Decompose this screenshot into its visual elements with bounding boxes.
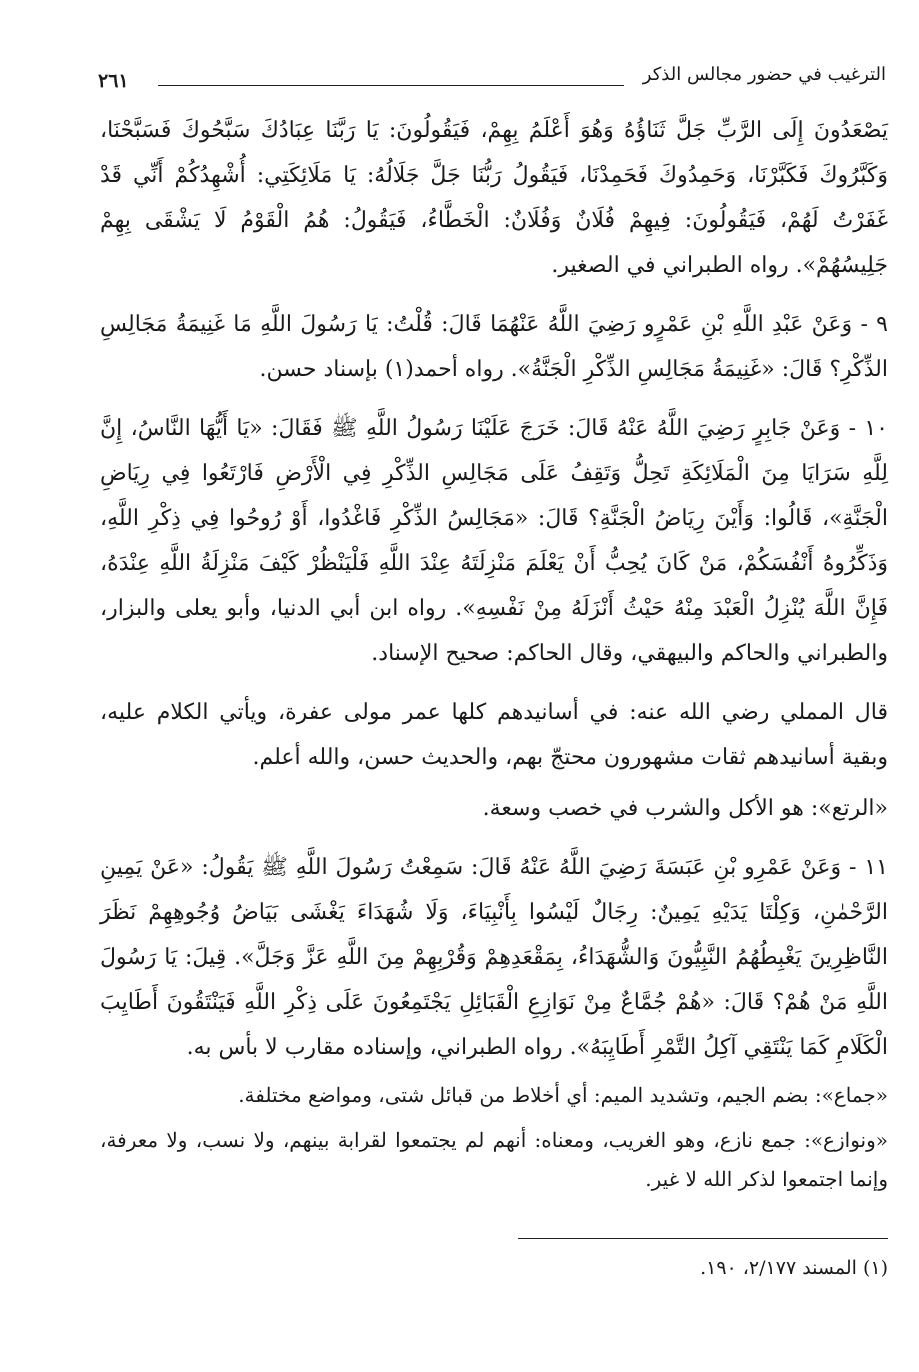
footnote-rule (518, 1238, 888, 1239)
page-body (100, 108, 888, 1199)
footnote-1: (١) المسند ٢/١٧٧، ١٩٠. (700, 1257, 888, 1279)
footnotes (100, 1238, 888, 1279)
gloss-ratu: «الرتع»: هو الأكل والشرب في خصب وسعة. (482, 796, 888, 821)
hadith-9: ٩ - وَعَنْ عَبْدِ اللَّهِ بْنِ عَمْرٍو رَضِيَ اللَّهُ عَنْهُمَا قَالَ: قُلْتُ: يَا رَسُولَ اللَّهِ مَا غَنِيمَةُ مَجَالِسِ الذِّكْرِ؟ قَالَ: «غَنِيمَةُ مَجَالِسِ الذِّكْرِ الْجَنَّةُ». رواه أحمد(١) بإسناد حسن. (100, 312, 888, 382)
running-header (98, 60, 886, 100)
header-rule (158, 85, 624, 86)
hadith-continuation: يَصْعَدُونَ إِلَى الرَّبِّ جَلَّ ثَنَاؤُهُ وَهُوَ أَعْلَمُ بِهِمْ، فَيَقُولُونَ: يَا رَبَّنَا عِبَادُكَ سَبَّحُوكَ فَسَبَّحْنَا، وَكَبَّرُوكَ فَكَبَّرْنَا، وَحَمِدُوكَ فَحَمِدْنَا، فَيَقُولُ رَبُّنَا جَلَّ جَلَالُهُ: يَا مَلَائِكَتِي: أُشْهِدُكُمْ أَنِّي قَدْ غَفَرْتُ لَهُمْ، فَيَقُولُونَ: فِيهِمْ فُلَانٌ وَفُلَانٌ: الْخَطَّاءُ، فَيَقُولُ: هُمُ الْقَوْمُ لَا يَشْقَى بِهِمْ جَلِيسُهُمْ». رواه الطبراني في الصغير. (100, 118, 888, 278)
hadith-11: ١١ - وَعَنْ عَمْرِو بْنِ عَبَسَةَ رَضِيَ اللَّهُ عَنْهُ قَالَ: سَمِعْتُ رَسُولَ اللَّهِ ﷺ يَقُولُ: «عَنْ يَمِينِ الرَّحْمٰنِ، وَكِلْتَا يَدَيْهِ يَمِينٌ: رِجَالٌ لَيْسُوا بِأَنْبِيَاءَ، وَلَا شُهَدَاءَ يَغْشَى بَيَاضُ وُجُوهِهِمْ نَظَرَ النَّاظِرِينَ يَغْبِطُهُمُ النَّبِيُّونَ وَالشُّهَدَاءُ، بِمَقْعَدِهِمْ وَقُرْبِهِمْ مِنَ اللَّهِ عَزَّ وَجَلَّ». قِيلَ: يَا رَسُولَ اللَّهِ مَنْ هُمْ؟ قَالَ: «هُمْ جُمَّاعٌ مِنْ نَوَازِعِ الْقَبَائِلِ يَجْتَمِعُونَ عَلَى ذِكْرِ اللَّهِ فَيَنْتَقُونَ أَطَايِبَ الْكَلَامِ كَمَا يَنْتَقِي آكِلُ التَّمْرِ أَطَايِبَهُ». رواه الطبراني، وإسناده مقارب لا بأس به. (100, 855, 888, 1060)
hadith-10: ١٠ - وَعَنْ جَابِرٍ رَضِيَ اللَّهُ عَنْهُ قَالَ: خَرَجَ عَلَيْنَا رَسُولُ اللَّهِ ﷺ فَقَالَ: «يَا أَيُّهَا النَّاسُ، إِنَّ لِلَّهِ سَرَايَا مِنَ الْمَلَائِكَةِ تَحِلُّ وَتَقِفُ عَلَى مَجَالِسِ الذِّكْرِ فِي الْأَرْضِ فَارْتَعُوا فِي رِيَاضِ الْجَنَّةِ»، قَالُوا: وَأَيْنَ رِيَاضُ الْجَنَّةِ؟ قَالَ: «مَجَالِسُ الذِّكْرِ فَاغْدُوا، أَوْ رُوحُوا فِي ذِكْرِ اللَّهِ، وَذَكِّرُوهُ أَنْفُسَكُمْ، مَنْ كَانَ يُحِبُّ أَنْ يَعْلَمَ مَنْزِلَتَهُ عِنْدَ اللَّهِ فَلْيَنْظُرْ كَيْفَ مَنْزِلَةُ اللَّهِ عِنْدَهُ، فَإِنَّ اللَّهَ يُنْزِلُ الْعَبْدَ مِنْهُ حَيْثُ أَنْزَلَهُ مِنْ نَفْسِهِ». رواه ابن أبي الدنيا، وأبو يعلى والبزار، والطبراني والحاكم والبيهقي، وقال الحاكم: صحيح الإسناد. (100, 416, 889, 666)
gloss-jummaa: «جماع»: بضم الجيم، وتشديد الميم: أي أخلاط من قبائل شتى، ومواضع مختلفة. (238, 1083, 888, 1107)
running-title: الترغيب في حضور مجالس الذكر (642, 64, 886, 85)
commentary-paragraph: قال المملي رضي الله عنه: في أسانيدهم كلها عمر مولى عفرة، ويأتي الكلام عليه، وبقية أسانيدهم ثقات مشهورون محتجّ بهم، والحديث حسن، والله أعلم. (100, 700, 888, 770)
page-number: ٢٦١ (98, 70, 129, 92)
gloss-nawazi: «ونوازع»: جمع نازع، وهو الغريب، ومعناه: أنهم لم يجتمعوا لقرابة بينهم، ولا نسب، ولا معرفة، وإنما اجتمعوا لذكر الله لا غير. (100, 1128, 888, 1191)
